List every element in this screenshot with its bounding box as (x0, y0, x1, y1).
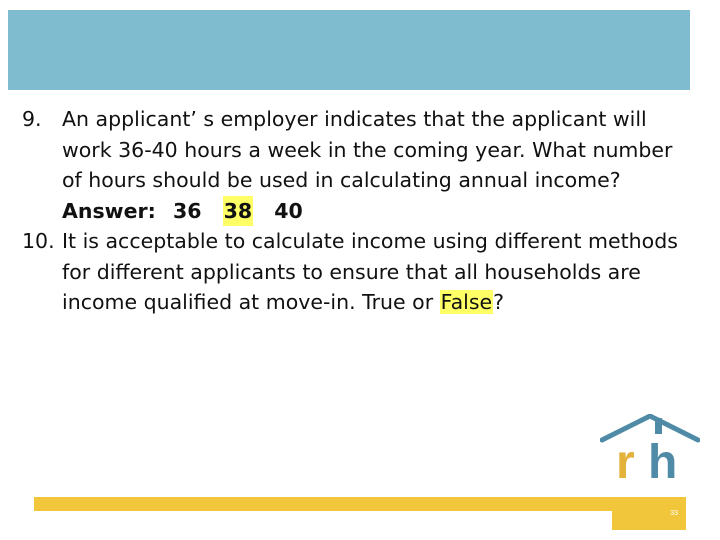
logo-letter-r: r (616, 436, 635, 484)
logo-letter-h: h (648, 436, 678, 484)
question-number: 10. (22, 229, 55, 253)
answer-option-highlighted: 38 (223, 196, 254, 227)
rh-logo (600, 414, 700, 484)
question-10 (22, 226, 692, 318)
footer-bar (34, 497, 686, 511)
question-list (22, 104, 692, 318)
answer-highlighted: False (440, 290, 493, 314)
answer-option: 40 (274, 198, 303, 223)
answer-line (62, 196, 692, 227)
answer-option: 36 (172, 198, 202, 223)
header-band (8, 10, 690, 90)
question-9 (22, 104, 692, 226)
question-text: It is acceptable to calculate income using different methods for different applicants to ensure that all households are income qualified at move-in. True or (62, 229, 678, 314)
logo-chimney (655, 418, 662, 434)
slide-number: 33 (670, 510, 678, 517)
question-number: 9. (22, 107, 42, 131)
answer-label: Answer: (62, 198, 156, 223)
question-text: An applicant’ s employer indicates that the applicant will work 36-40 hours a week in the coming year. What number of hours should be used in calculating annual income? (62, 107, 673, 192)
question-text-end: ? (493, 290, 505, 314)
slide-number-box (612, 500, 686, 530)
